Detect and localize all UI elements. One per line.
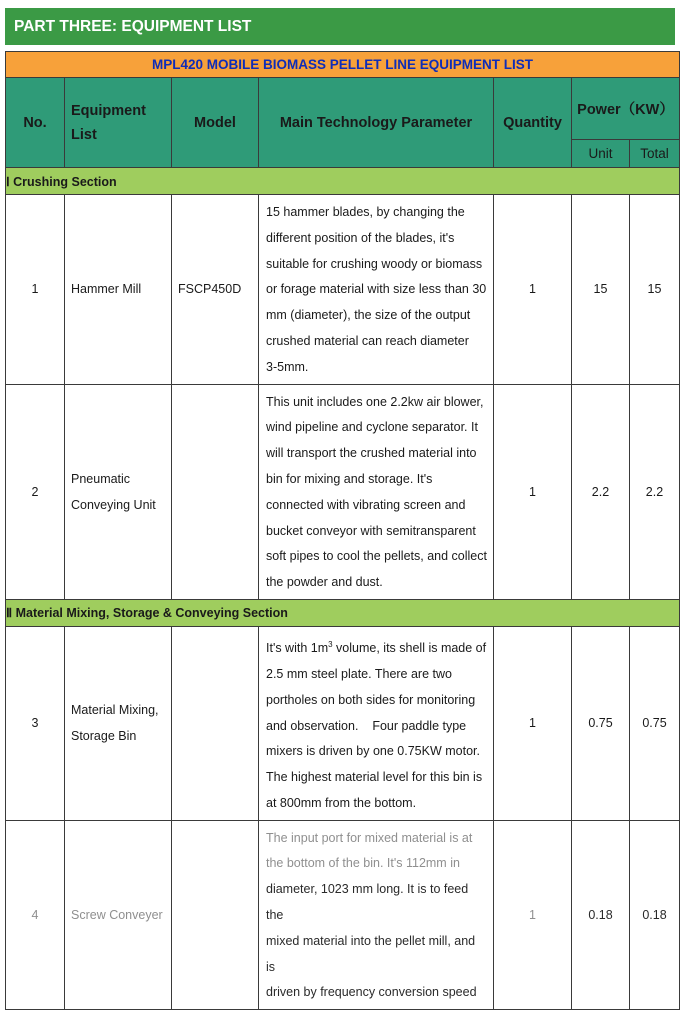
row-parameter [259,820,494,1010]
col-equipment-line1: Equipment [71,102,146,119]
param-line: The input port for mixed material is at [266,830,473,845]
row-no: 4 [6,820,65,1010]
equipment-name-line: Storage Bin [71,729,137,744]
row-equipment-name [65,384,172,599]
col-power-header: Power（KW） [572,78,680,140]
row-equipment-name [65,626,172,820]
param-line: bin for mixing and storage. It's [266,471,433,486]
col-equipment-line2: List [71,126,97,143]
row-parameter [259,626,494,820]
equipment-name-line: Conveying Unit [71,497,156,512]
section-row [6,599,680,626]
col-quantity-header: Quantity [494,78,572,168]
row-no: 3 [6,626,65,820]
param-line: diameter, 1023 mm long. It is to feed the [266,882,469,923]
param-line: or forage material with size less than 30 [266,282,487,297]
row-power-total: 2.2 [630,384,680,599]
equipment-name-line: Pneumatic [71,471,131,486]
row-power-total: 0.18 [630,820,680,1010]
col-total-header: Total [630,140,680,168]
row-power-unit: 2.2 [572,384,630,599]
table-row [6,195,680,385]
row-equipment-name: Screw Conveyer [65,820,172,1010]
param-line: mixers is driven by one 0.75KW motor. [266,744,480,759]
param-line: the bottom of the bin. It's 112mm in [266,856,460,871]
param-line: This unit includes one 2.2kw air blower, [266,394,484,409]
param-line: will transport the crushed material into [266,446,477,461]
table-row [6,384,680,599]
param-line: mixed material into the pellet mill, and is [266,933,476,974]
param-line: soft pipes to cool the pellets, and collect [266,549,487,564]
row-parameter [259,195,494,385]
section-label: Ⅰ Crushing Section [6,168,680,195]
section-row [6,168,680,195]
table-row [6,820,680,1010]
col-unit-header: Unit [572,140,630,168]
row-no: 1 [6,195,65,385]
param-line: wind pipeline and cyclone separator. It [266,420,478,435]
param-line: 3-5mm. [266,359,309,374]
param-line: 2.5 mm steel plate. There are two [266,666,452,681]
part-header: PART THREE: EQUIPMENT LIST [5,8,675,45]
row-power-unit: 0.18 [572,820,630,1010]
param-line: driven by frequency conversion speed [266,985,477,1000]
param-line: the powder and dust. [266,575,383,590]
row-quantity: 1 [494,626,572,820]
row-power-total: 0.75 [630,626,680,820]
param-line: mm (diameter), the size of the output [266,308,471,323]
row-model [172,626,259,820]
table-title: MPL420 MOBILE BIOMASS PELLET LINE EQUIPMENT LIST [6,52,680,78]
param-line: crushed material can reach diameter [266,333,469,348]
col-equipment-header [65,78,172,168]
row-model [172,820,259,1010]
row-equipment-name: Hammer Mill [65,195,172,385]
col-no-header: No. [6,78,65,168]
param-line: suitable for crushing woody or biomass [266,256,483,271]
row-power-total: 15 [630,195,680,385]
param-line-pre: It's with 1m [266,641,329,656]
col-parameter-header: Main Technology Parameter [259,78,494,168]
param-line: bucket conveyor with semitransparent [266,523,476,538]
param-line: at 800mm from the bottom. [266,795,417,810]
superscript-three: 3 [328,639,333,649]
row-parameter [259,384,494,599]
param-line-post: volume, its shell is made of [332,641,487,656]
header-row-1 [6,78,680,140]
param-line: 15 hammer blades, by changing the [266,205,465,219]
row-quantity: 1 [494,820,572,1010]
row-power-unit: 15 [572,195,630,385]
row-model [172,384,259,599]
equipment-name-line: Material Mixing, [71,703,159,718]
equipment-table [5,51,680,1010]
param-line: The highest material level for this bin is [266,770,483,785]
col-model-header: Model [172,78,259,168]
row-no: 2 [6,384,65,599]
param-line: connected with vibrating screen and [266,497,466,512]
param-line: different position of the blades, it's [266,230,455,245]
row-quantity: 1 [494,384,572,599]
row-power-unit: 0.75 [572,626,630,820]
section-label: Ⅱ Material Mixing, Storage & Conveying Section [6,599,680,626]
table-title-row [6,52,680,78]
param-line: and observation. Four paddle type [266,718,467,733]
table-row [6,626,680,820]
row-quantity: 1 [494,195,572,385]
param-line: portholes on both sides for monitoring [266,692,476,707]
row-model: FSCP450D [172,195,259,385]
